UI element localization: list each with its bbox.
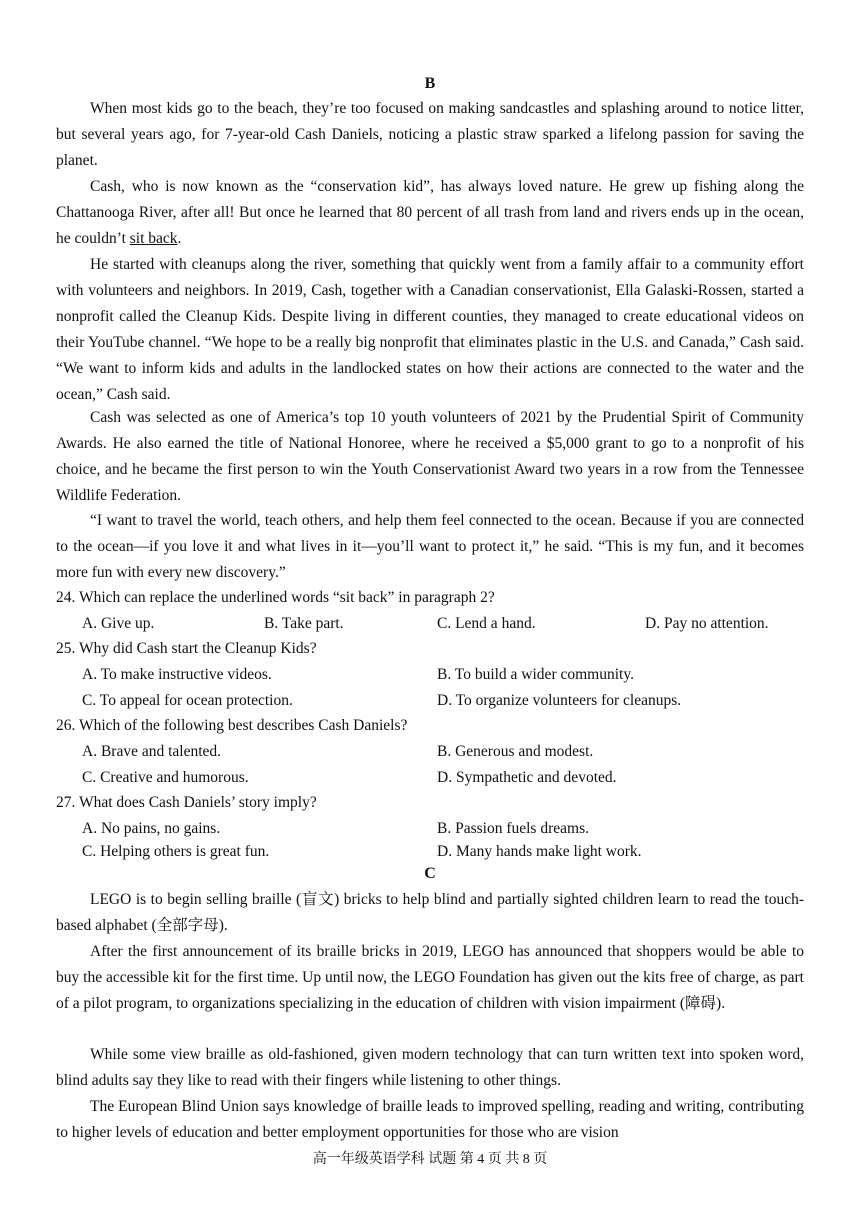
question-27-stem: 27. What does Cash Daniels’ story imply? [56,794,317,811]
question-25-option-b[interactable]: B. To build a wider community. [437,666,634,683]
passage-c-paragraph-1: LEGO is to begin selling braille (盲文) bricks to help blind and partially sighted children learn to read the touch-based alphabet (全部字母). [56,891,804,934]
question-25-option-d[interactable]: D. To organize volunteers for cleanups. [437,692,682,709]
question-27-option-a[interactable]: A. No pains, no gains. [82,820,221,837]
section-b-heading: B [424,75,436,92]
question-26-option-c[interactable]: C. Creative and humorous. [82,769,249,786]
question-26-stem: 26. Which of the following best describes Cash Daniels? [56,717,408,734]
passage-b-paragraph-2 [56,174,804,252]
page-footer: 高一年级英语学科 试题 第 4 页 共 8 页 [312,1152,548,1167]
question-26-option-d[interactable]: D. Sympathetic and devoted. [437,769,617,786]
question-27-option-d[interactable]: D. Many hands make light work. [437,843,642,860]
paragraph-2-text: Cash, who is now known as the “conservation kid”, has always loved nature. He grew up fishing along the Chattanooga River, after all! But once he learned that 80 percent of all trash from land and rivers ends up in the ocean, he couldn’t [56,178,804,247]
section-c-heading: C [424,865,436,882]
question-27-option-b[interactable]: B. Passion fuels dreams. [437,820,589,837]
question-25-option-a[interactable]: A. To make instructive videos. [82,666,272,683]
passage-b-paragraph-1: When most kids go to the beach, they’re too focused on making sandcastles and splashing around to notice litter, but several years ago, for 7-year-old Cash Daniels, noticing a plastic straw sparked a lifelong passion for saving the planet. [56,100,804,169]
question-25-option-c[interactable]: C. To appeal for ocean protection. [82,692,293,709]
passage-b-paragraph-3: He started with cleanups along the river, something that quickly went from a family affair to a community effort with volunteers and neighbors. In 2019, Cash, together with a Canadian conservationist, Ella Galaski-Rossen, started a nonprofit called the Cleanup Kids. Despite living in different counties, they managed to create educational videos on their YouTube channel. “We hope to be a really big nonprofit that eliminates plastic in the U.S. and Canada,” Cash said. “We want to inform kids and adults in the landlocked states on how their actions are connected to the water and the ocean,” Cash said. [56,256,804,403]
question-24-option-a[interactable]: A. Give up. [82,615,155,632]
passage-c-paragraph-4: The European Blind Union says knowledge of braille leads to improved spelling, reading and writing, contributing to higher levels of education and better employment opportunities for those who are vision [56,1098,804,1141]
passage-b-paragraph-5: “I want to travel the world, teach others, and help them feel connected to the ocean. Because if you are connected to the ocean—if you love it and what lives in it—you’ll want to protect it,” he said. “This is my fun, and it becomes more fun with every new discovery.” [56,512,804,581]
passage-c-paragraph-3: While some view braille as old-fashioned, given modern technology that can turn written text into spoken word, blind adults say they like to read with their fingers while listening to other things. [56,1046,804,1089]
question-24-stem: 24. Which can replace the underlined words “sit back” in paragraph 2? [56,589,495,606]
question-27-option-c[interactable]: C. Helping others is great fun. [82,843,270,860]
question-24-option-b[interactable]: B. Take part. [264,615,344,632]
underlined-phrase: sit back [129,229,178,247]
paragraph-2-end: . [177,229,182,247]
passage-c-paragraph-2: After the first announcement of its braille bricks in 2019, LEGO has announced that shoppers would be able to buy the accessible kit for the first time. Up until now, the LEGO Foundation has given out the kits free of charge, as part of a pilot program, to organizations specializing in the education of children with vision impairment (障碍). [56,943,804,1012]
question-26-option-b[interactable]: B. Generous and modest. [437,743,594,760]
question-24-option-d[interactable]: D. Pay no attention. [645,615,769,632]
passage-b-paragraph-4: Cash was selected as one of America’s top 10 youth volunteers of 2021 by the Prudential Spirit of Community Awards. He also earned the title of National Honoree, where he received a $5,000 grant to go to a nonprofit of his choice, and he became the first person to win the Youth Conservationist Award two years in a row from the Tennessee Wildlife Federation. [56,409,804,504]
question-26-option-a[interactable]: A. Brave and talented. [82,743,222,760]
question-24-option-c[interactable]: C. Lend a hand. [437,615,536,632]
question-25-stem: 25. Why did Cash start the Cleanup Kids? [56,640,317,657]
